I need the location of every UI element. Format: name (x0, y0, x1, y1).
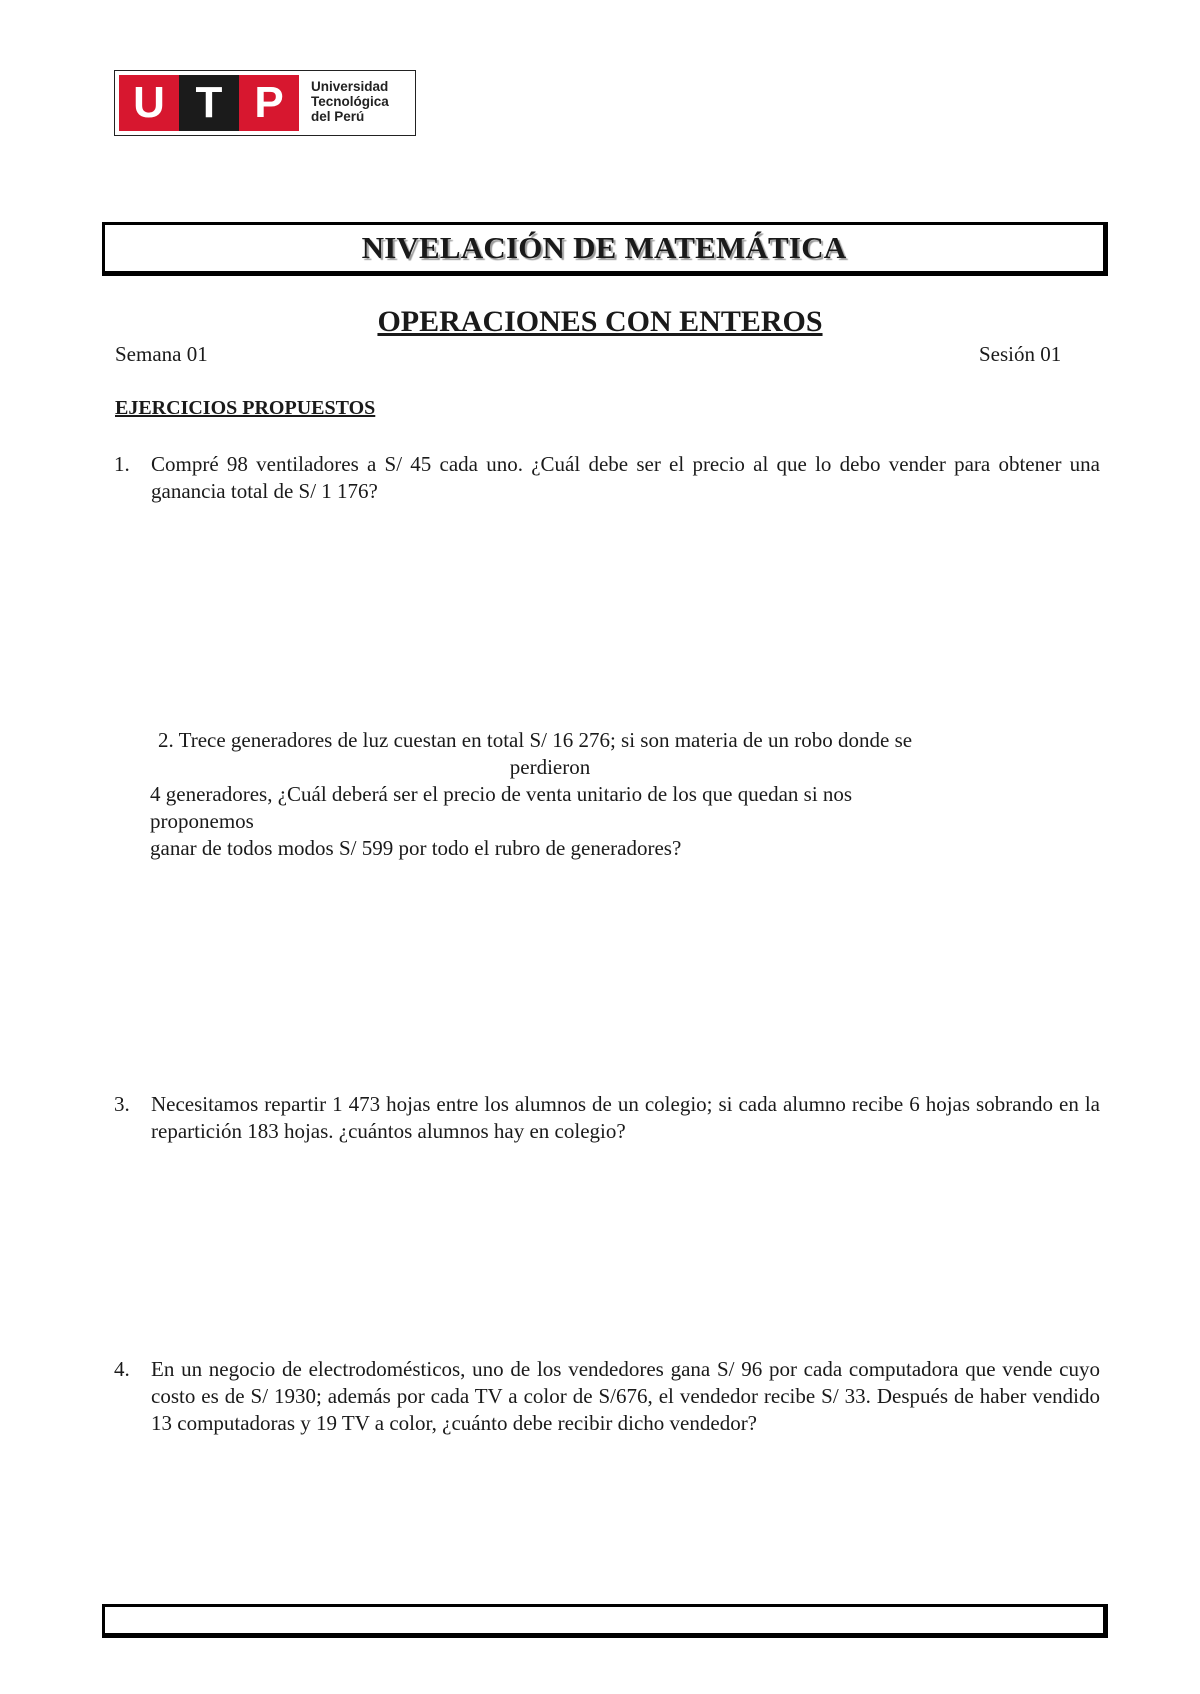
logo-letter-t: T (179, 75, 239, 131)
exercise-line: ganar de todos modos S/ 599 por todo el rubro de generadores? (150, 836, 682, 860)
topic-title: OPERACIONES CON ENTEROS (377, 305, 823, 338)
utp-logo (114, 70, 416, 136)
session-label: Sesión 01 (979, 342, 1062, 366)
exercise-line: 4 generadores, ¿Cuál deberá ser el precio de venta unitario de los que quedan si nos (150, 782, 853, 806)
exercise-line: proponemos (150, 809, 254, 833)
exercise-number: 4. (114, 1357, 130, 1381)
exercise-number: 1. (114, 452, 130, 476)
exercise-line: 2. Trece generadores de luz cuestan en total S/ 16 276; si son materia de un robo donde se (158, 728, 913, 752)
logo-letter-p: P (239, 75, 299, 131)
logo-university-name: Universidad Tecnológica del Perú (311, 79, 389, 124)
exercise-number: 3. (114, 1092, 130, 1116)
exercise-2 (150, 727, 1050, 862)
footer-box (102, 1604, 1108, 1638)
course-title: NIVELACIÓN DE MATEMÁTICA (361, 230, 847, 265)
exercise-text: En un negocio de electrodomésticos, uno de los vendedores gana S/ 96 por cada computadora que vende cuyo costo es de S/ 1930; además por cada TV a color de S/676, el vendedor recibe S/ 33. Después de haber vendido 13 computadoras y 19 TV a color, ¿cuánto debe recibir dicho vendedor? (151, 1357, 1100, 1435)
exercise-text: Compré 98 ventiladores a S/ 45 cada uno. ¿Cuál debe ser el precio al que lo debo vender para obtener una ganancia total de S/ 1 176? (151, 452, 1100, 503)
exercise-text: Necesitamos repartir 1 473 hojas entre los alumnos de un colegio; si cada alumno recibe 6 hojas sobrando en la repartición 183 hojas. ¿cuántos alumnos hay en colegio? (151, 1092, 1100, 1143)
course-title-box (102, 222, 1108, 276)
week-label: Semana 01 (115, 342, 208, 366)
logo-letter-u: U (119, 75, 179, 131)
section-title: EJERCICIOS PROPUESTOS (115, 397, 376, 419)
exercise-line: perdieron (509, 755, 591, 779)
